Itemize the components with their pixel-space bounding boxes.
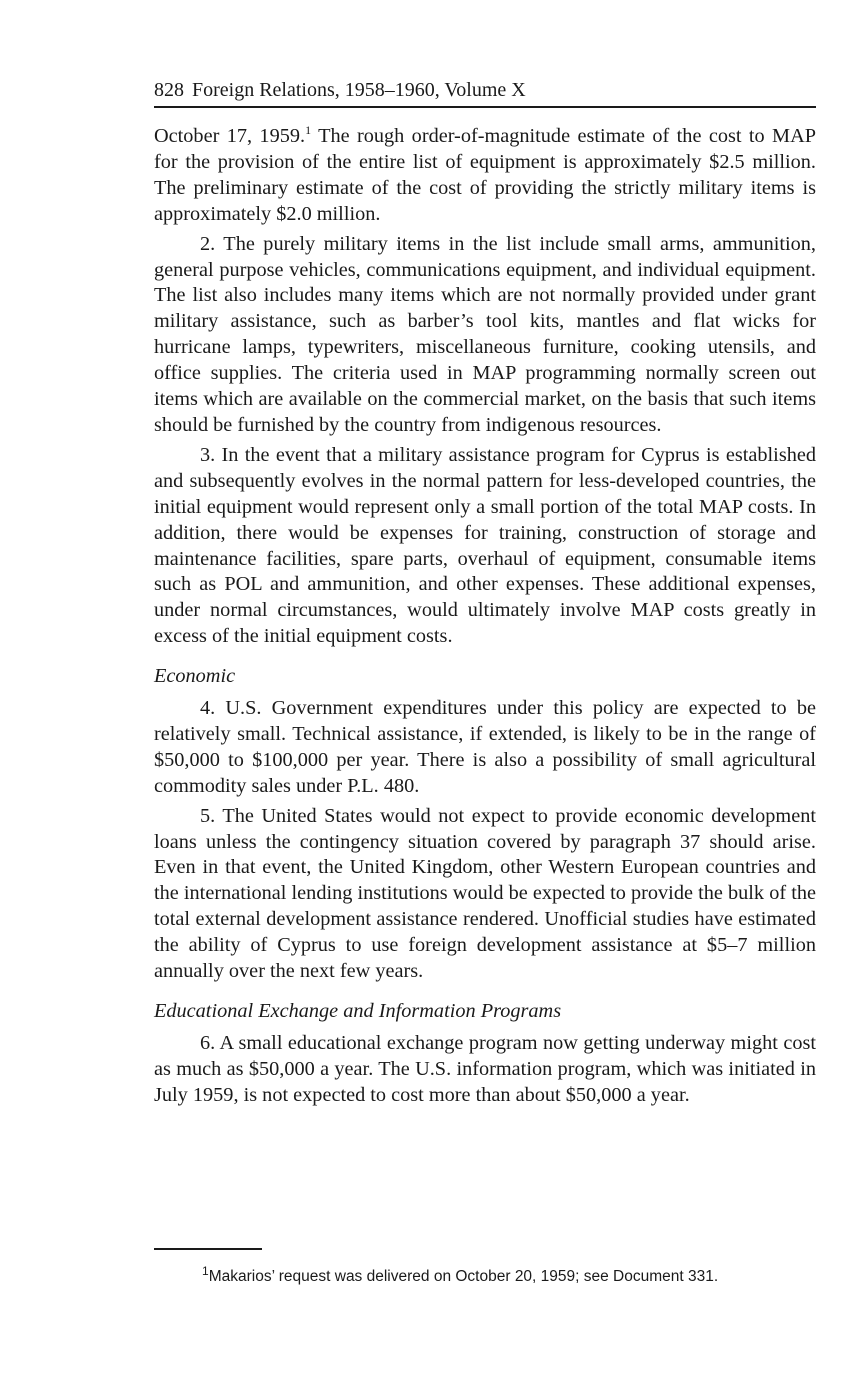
paragraph-continuation xyxy=(154,124,816,228)
paragraph-6: 6. A small educational exchange program now getting underway might cost as much as $50,000 a year. The U.S. information program, which was initiated in July 1959, is not expected to cost more than about $50,000 a year. xyxy=(154,1031,816,1106)
paragraph-text: October 17, 1959. xyxy=(154,125,306,147)
publication-title: Foreign Relations, 1958–1960, Volume X xyxy=(192,79,526,101)
page-number: 828 xyxy=(154,79,184,101)
section-heading-economic: Economic xyxy=(154,665,236,688)
paragraph-4: 4. U.S. Government expenditures under this policy are expected to be relatively small. Technical assistance, if extended, is likely to be in the range of $50,000 to $100,000 per year. There is also a possibility of small agricultural commodity sales under P.L. 480. xyxy=(154,697,816,797)
paragraph-2: 2. The purely military items in the list include small arms, ammunition, general purpose vehicles, communications equipment, and individual equipment. The list also includes many items which are not normally provided under grant military assistance, such as barber’s tool kits, mantles and flat wicks for hurricane lamps, typewriters, miscellaneous furniture, cooking utensils, and office supplies. The criteria used in MAP programming normally screen out items which are available on the commercial market, on the basis that such items should be furnished by the country from indigenous resources. xyxy=(154,232,816,436)
paragraph-5: 5. The United States would not expect to provide economic development loans unless the contingency situation covered by paragraph 37 should arise. Even in that event, the United Kingdom, other Western European countries and the international lending institutions would be expected to provide the bulk of the total external development assistance rendered. Unofficial studies have estimated the ability of Cyprus to use foreign development assistance at $5–7 million annually over the next few years. xyxy=(154,804,816,983)
paragraph-text: The rough order-of-magnitude estimate of the cost to MAP for the provision of the entire list of equipment is approximately $2.5 million. The preliminary estimate of the cost of providing the strictly military items is approximately $2.0 million. xyxy=(154,125,816,225)
body-text xyxy=(154,124,816,1109)
footnote-text: Makarios’ request was delivered on October 20, 1959; see Document 331. xyxy=(208,1268,719,1285)
section-heading-exchange: Educational Exchange and Information Programs xyxy=(154,1000,562,1022)
running-head xyxy=(154,76,816,108)
footnote-divider xyxy=(154,1248,262,1250)
footnote-reference: 1 xyxy=(305,123,312,138)
footnote xyxy=(202,1263,719,1288)
footnote-marker: 1 xyxy=(202,1263,209,1278)
document-page xyxy=(154,76,816,1285)
paragraph-3: 3. In the event that a military assistance program for Cyprus is established and subsequently evolves in the normal pattern for less-developed countries, the initial equipment would represent only a small portion of the total MAP costs. In addition, there would be expenses for training, construction of storage and maintenance facilities, spare parts, overhaul of equipment, consumable items such as POL and ammunition, and other expenses. These additional expenses, under normal circumstances, would ultimately involve MAP costs greatly in excess of the initial equipment costs. xyxy=(154,443,816,648)
